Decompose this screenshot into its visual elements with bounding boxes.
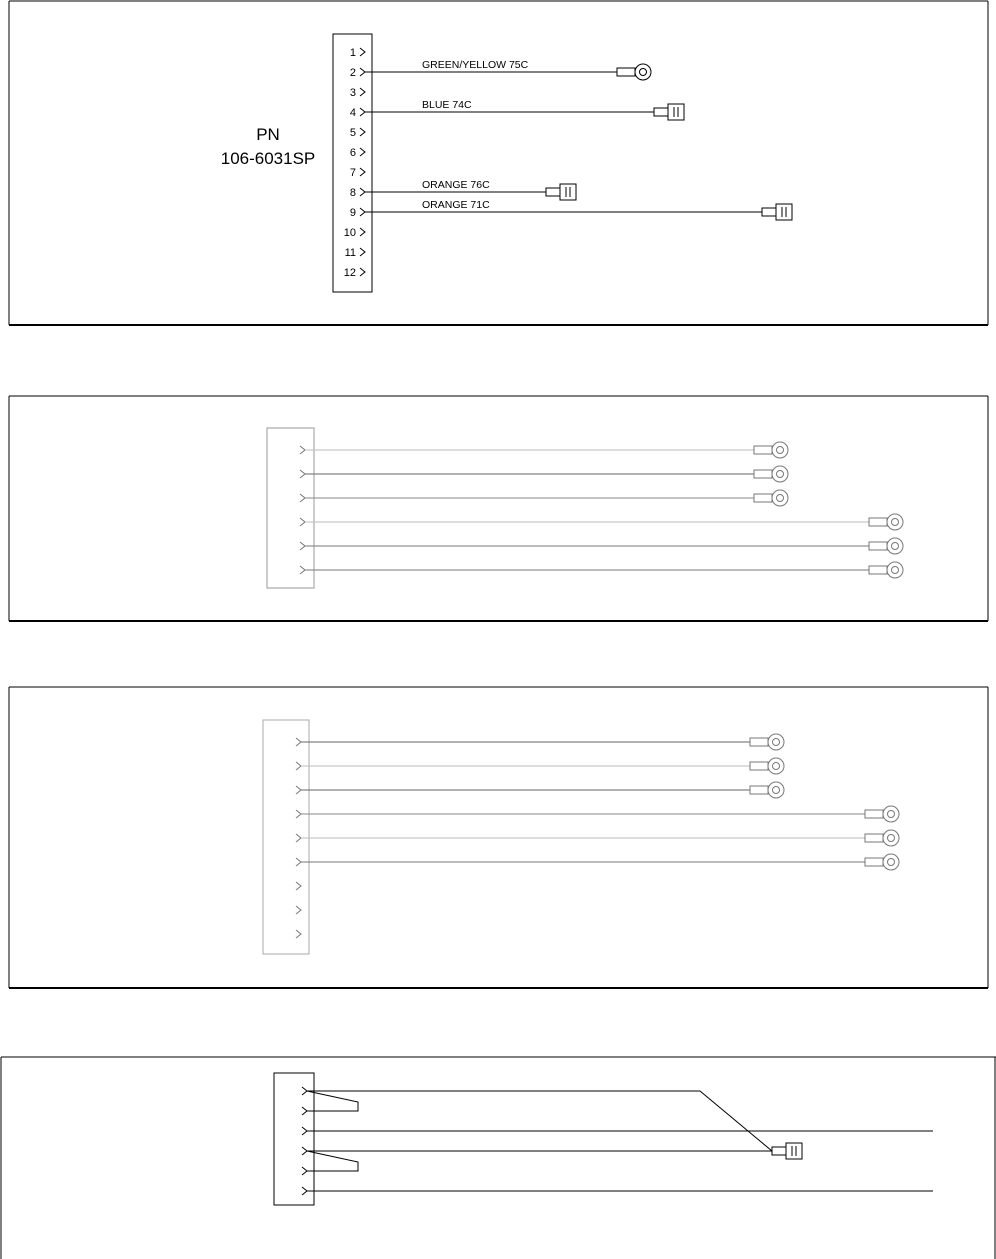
spade-terminal-icon — [762, 204, 792, 220]
pin-number: 7 — [349, 167, 356, 179]
pin-contact-icon — [302, 1127, 307, 1135]
ring-terminal-icon — [750, 734, 784, 750]
wire-label: ORANGE 76C — [422, 179, 490, 191]
pin-contact-icon — [360, 128, 365, 136]
pin-contact-icon — [302, 1187, 307, 1195]
pin-contact-icon — [360, 48, 365, 56]
pin-contact-icon — [296, 738, 301, 746]
pin-number: 6 — [349, 147, 356, 159]
wire — [307, 1091, 772, 1151]
wire — [305, 490, 788, 506]
pin-contact-icon — [360, 68, 365, 76]
wire-label: BLUE 74C — [422, 99, 472, 111]
pin-contact-icon — [300, 494, 305, 502]
wire — [301, 806, 899, 822]
pin-contact-icon — [300, 470, 305, 478]
pin-contact-icon — [296, 834, 301, 842]
wire — [305, 442, 788, 458]
wire — [301, 854, 899, 870]
wire — [301, 758, 784, 774]
wire — [305, 562, 903, 578]
ring-terminal-icon — [865, 854, 899, 870]
connector-body — [267, 428, 314, 588]
jumper-loop — [307, 1151, 358, 1171]
pin-contact-icon — [360, 268, 365, 276]
pin-number: 5 — [349, 127, 356, 139]
pin-contact-icon — [300, 518, 305, 526]
panel-1 — [221, 34, 792, 292]
ring-terminal-icon — [869, 538, 903, 554]
wire — [365, 99, 684, 120]
pin-contact-icon — [296, 762, 301, 770]
connector-wires — [365, 59, 792, 220]
pin-contact-icon — [296, 930, 301, 938]
panel-4 — [274, 1073, 933, 1205]
ring-terminal-icon — [754, 442, 788, 458]
pin-number: 4 — [349, 107, 356, 119]
wire — [301, 830, 899, 846]
pin-contact-icon — [360, 148, 365, 156]
pin-contact-icon — [302, 1147, 307, 1155]
ring-terminal-icon — [617, 64, 651, 80]
pin-number: 9 — [349, 207, 356, 219]
panel-frame-2 — [9, 396, 988, 621]
pin-number: 3 — [349, 87, 356, 99]
pin-number: 12 — [343, 267, 356, 279]
pin-contact-icon — [360, 188, 365, 196]
panel-3 — [263, 720, 899, 954]
pin-number: 10 — [343, 227, 356, 239]
pin-contact-icon — [300, 542, 305, 550]
ring-terminal-icon — [754, 466, 788, 482]
ring-terminal-icon — [865, 830, 899, 846]
wire — [305, 514, 903, 530]
panel-frame-1 — [9, 1, 988, 325]
ring-terminal-icon — [865, 806, 899, 822]
jumper-loop — [307, 1091, 358, 1111]
connector-pins — [344, 47, 365, 279]
pin-contact-icon — [360, 168, 365, 176]
spade-terminal-icon — [654, 104, 684, 120]
pin-contact-icon — [302, 1107, 307, 1115]
pin-number: 2 — [349, 67, 356, 79]
pin-contact-icon — [360, 88, 365, 96]
pin-contact-icon — [360, 228, 365, 236]
pin-number: 11 — [344, 247, 356, 259]
spade-terminal-icon — [546, 184, 576, 200]
wire — [365, 199, 792, 220]
pin-number: 8 — [349, 187, 356, 199]
pin-contact-icon — [302, 1167, 307, 1175]
connector-body — [274, 1073, 314, 1205]
wire — [365, 179, 576, 200]
pin-contact-icon — [360, 208, 365, 216]
wire — [301, 782, 784, 798]
pin-contact-icon — [360, 108, 365, 116]
wire-label: ORANGE 71C — [422, 199, 490, 211]
pin-contact-icon — [296, 810, 301, 818]
pin-contact-icon — [360, 248, 365, 256]
pin-contact-icon — [300, 566, 305, 574]
wire — [305, 538, 903, 554]
ring-terminal-icon — [750, 782, 784, 798]
wire — [301, 734, 784, 750]
pin-contact-icon — [296, 858, 301, 866]
part-number: 106-6031SP — [220, 149, 316, 168]
ring-terminal-icon — [869, 562, 903, 578]
panel-2 — [267, 428, 903, 588]
spade-terminal-icon — [772, 1143, 802, 1159]
pin-contact-icon — [302, 1087, 307, 1095]
wire — [365, 59, 651, 80]
pin-contact-icon — [300, 446, 305, 454]
pin-contact-icon — [296, 906, 301, 914]
wire — [305, 466, 788, 482]
wire-label: GREEN/YELLOW 75C — [422, 59, 529, 71]
part-label: PN — [256, 125, 280, 144]
ring-terminal-icon — [869, 514, 903, 530]
panel-frame-4 — [1, 1057, 996, 1259]
connector-body — [263, 720, 309, 954]
ring-terminal-icon — [750, 758, 784, 774]
pin-number: 1 — [349, 47, 356, 59]
pin-contact-icon — [296, 882, 301, 890]
pin-contact-icon — [296, 786, 301, 794]
ring-terminal-icon — [754, 490, 788, 506]
